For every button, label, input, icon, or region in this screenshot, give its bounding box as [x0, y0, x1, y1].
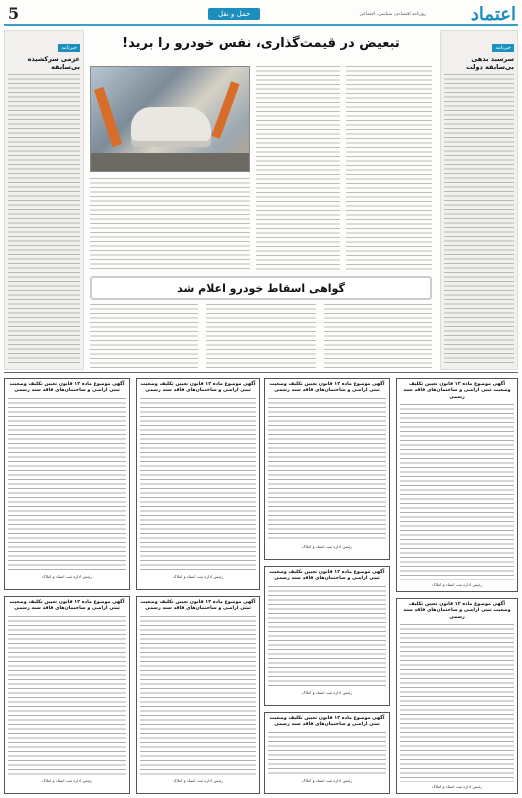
- notice-body: [140, 398, 256, 572]
- section-tag: حمل و نقل: [208, 8, 260, 20]
- article-column: [90, 304, 198, 368]
- notice-title: آگهی موضوع ماده ۱۲ قانون تعیین تکلیف وضعیت ثبتی اراضی و ساختمان‌های فاقد سند رسمی: [9, 382, 125, 394]
- factory-photo: [90, 66, 250, 172]
- notice-footer: رئیس اداره ثبت اسناد و املاک: [173, 573, 223, 579]
- factory-floor: [91, 153, 249, 171]
- section-divider: [4, 372, 518, 373]
- legal-notice: [136, 596, 260, 794]
- notice-footer: رئیس اداره ثبت اسناد و املاک: [302, 543, 352, 549]
- notice-body: [268, 398, 386, 542]
- left-sidebar: [4, 30, 84, 370]
- notice-footer: رئیس اداره ثبت اسناد و املاک: [302, 689, 352, 695]
- masthead: [4, 4, 518, 26]
- notice-title: آگهی موضوع ماده ۱۲ قانون تعیین تکلیف وضعیت ثبتی اراضی و ساختمان‌های فاقد سند رسمی: [269, 382, 385, 394]
- robot-arm: [94, 87, 122, 147]
- notice-footer: رئیس اداره ثبت اسناد و املاک: [432, 784, 482, 790]
- legal-notice: [4, 596, 130, 794]
- notice-title: آگهی موضوع ماده ۱۲ قانون تعیین تکلیف وضعیت ثبتی اراضی و ساختمان‌های فاقد سند رسمی: [269, 570, 385, 582]
- notice-body: [8, 398, 126, 572]
- sidebar-kicker: خبرنامه: [58, 44, 80, 52]
- notice-footer: رئیس اداره ثبت اسناد و املاک: [173, 777, 223, 783]
- notice-title: آگهی موضوع ماده ۱۲ قانون تعیین تکلیف وضعیت ثبتی اراضی و ساختمان‌های فاقد سند رسمی: [140, 382, 256, 394]
- article-column: [346, 66, 432, 272]
- page-number: 5: [8, 4, 20, 23]
- publication-info: روزنامه اقتصادی، سیاسی، اجتماعی: [359, 12, 426, 17]
- notice-body: [268, 732, 386, 776]
- notice-title: آگهی موضوع ماده ۱۲ قانون تعیین تکلیف وضعیت ثبتی اراضی و ساختمان‌های فاقد سند رسمی: [269, 716, 385, 728]
- article-column: [90, 178, 250, 272]
- legal-notice: [136, 378, 260, 590]
- sidebar-body-text: [444, 74, 514, 364]
- sidebar-title: عزمی سرکشیده بی‌سابقه: [27, 55, 80, 72]
- notice-footer: رئیس اداره ثبت اسناد و املاک: [42, 777, 92, 783]
- legal-notice: [264, 712, 390, 794]
- newspaper-logo: اعتماد: [470, 4, 516, 25]
- legal-notice: [264, 566, 390, 706]
- sidebar-body-text: [8, 74, 80, 364]
- notice-body: [268, 586, 386, 688]
- legal-notice: [396, 598, 518, 794]
- notice-body: [400, 624, 514, 782]
- robot-arm: [211, 81, 239, 139]
- notice-body: [8, 616, 126, 776]
- article-column: [324, 304, 432, 368]
- legal-notice: [4, 378, 130, 590]
- notice-body: [140, 616, 256, 776]
- sidebar-kicker: خبرنامه: [492, 44, 514, 52]
- sub-headline: گواهی اسقاط خودرو اعلام شد: [90, 276, 432, 300]
- notice-title: آگهی موضوع ماده ۱۲ قانون تعیین تکلیف وضعیت ثبتی اراضی و ساختمان‌های فاقد سند رسمی: [403, 602, 511, 620]
- article-column: [256, 66, 340, 272]
- legal-notice: [396, 378, 518, 592]
- legal-notice: [264, 378, 390, 560]
- article-column: [206, 304, 316, 368]
- notice-footer: رئیس اداره ثبت اسناد و املاک: [42, 573, 92, 579]
- notice-title: آگهی موضوع ماده ۱۲ قانون تعیین تکلیف وضعیت ثبتی اراضی و ساختمان‌های فاقد سند رسمی: [403, 382, 511, 400]
- notice-footer: رئیس اداره ثبت اسناد و املاک: [432, 582, 482, 588]
- notice-title: آگهی موضوع ماده ۱۲ قانون تعیین تکلیف وضعیت ثبتی اراضی و ساختمان‌های فاقد سند رسمی: [9, 600, 125, 612]
- notice-title: آگهی موضوع ماده ۱۲ قانون تعیین تکلیف وضعیت ثبتی اراضی و ساختمان‌های فاقد سند رسمی: [140, 600, 256, 612]
- notice-body: [400, 404, 514, 580]
- right-sidebar: [440, 30, 518, 370]
- car-body: [131, 107, 211, 147]
- notice-footer: رئیس اداره ثبت اسناد و املاک: [302, 777, 352, 783]
- sidebar-title: سرسبد بدهی بی‌سابقه دولت: [466, 55, 514, 72]
- main-headline: تبعیض در قیمت‌گذاری، نفس خودرو را برید!: [122, 36, 400, 51]
